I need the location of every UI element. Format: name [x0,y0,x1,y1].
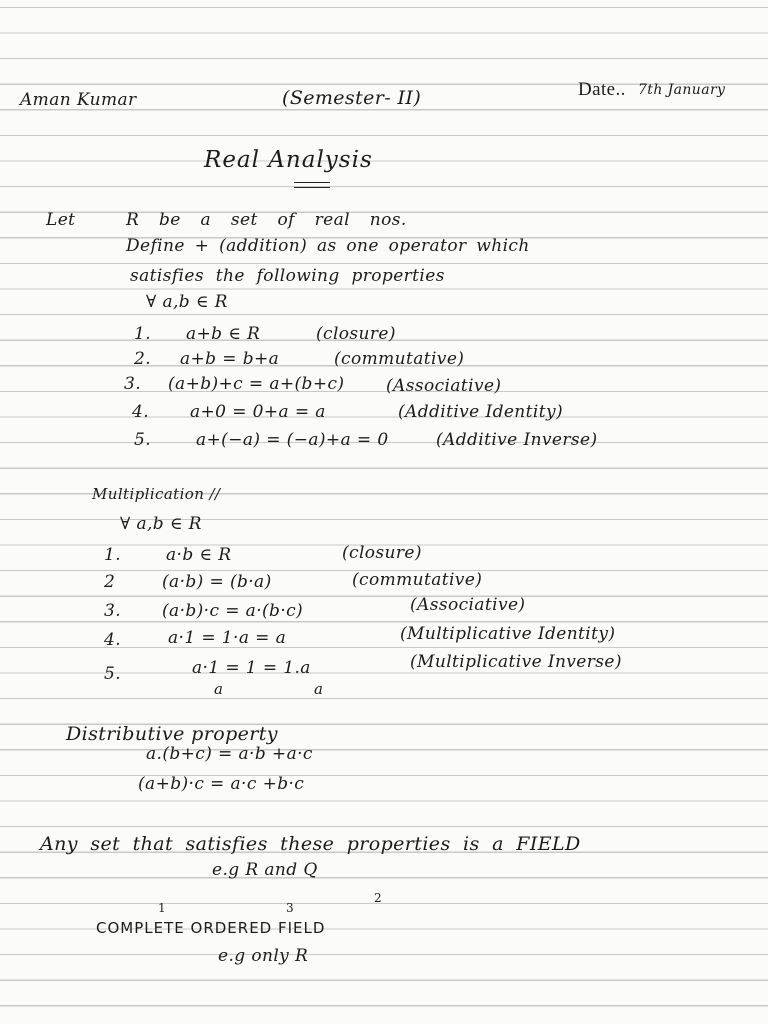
list-item-expression: (a·b) = (b·a) [162,572,272,592]
multiplication-quantifier: ∀ a,b ∈ R [120,514,202,534]
multiplication-heading: Multiplication // [92,485,221,503]
list-item-name: (Associative) [386,376,502,396]
list-item-number: 5. [104,664,122,684]
title-underline-2 [294,187,330,188]
list-item-name: (Associative) [410,595,526,615]
fraction-denominator: a [214,680,223,698]
list-item-number: 4. [132,402,150,422]
list-item-number: 2 [104,572,116,592]
list-item-expression: a+(−a) = (−a)+a = 0 [196,430,389,450]
distributive-line1: a.(b+c) = a·b +a·c [146,744,313,764]
list-item-name: (Multiplicative Identity) [400,624,616,644]
list-item-expression: (a·b)·c = a·(b·c) [162,601,304,621]
intro-line3: satisfies the following properties [130,266,445,286]
list-item-expression: a·1 = 1·a = a [168,628,287,648]
intro-quantifier: ∀ a,b ∈ R [146,292,228,312]
list-item-name: (closure) [342,543,422,563]
author-name: Aman Kumar [20,90,137,110]
field-example: e.g R and Q [212,860,318,880]
list-item-expression: a·1 = 1 = 1.a [192,658,311,678]
superscript-mark: 3 [286,901,295,915]
intro-line2: Define + (addition) as one operator which [126,236,530,256]
distributive-line2: (a+b)·c = a·c +b·c [138,774,305,794]
list-item-number: 2. [134,349,152,369]
list-item-name: (commutative) [352,570,483,590]
fraction-denominator: a [314,680,323,698]
list-item-number: 5. [134,430,152,450]
intro-line1: R be a set of real nos. [126,210,407,230]
list-item-name: (closure) [316,324,396,344]
list-item-number: 3. [124,374,142,394]
intro-lead: Let [46,210,76,230]
superscript-mark: 1 [158,901,167,915]
list-item-expression: a+b ∈ R [186,324,261,344]
list-item-name: (Additive Inverse) [436,430,598,450]
list-item-expression: a+0 = 0+a = a [190,402,326,422]
complete-example: e.g only R [218,946,309,966]
list-item-name: (Multiplicative Inverse) [410,652,622,672]
list-item-expression: a+b = b+a [180,349,280,369]
distributive-heading: Distributive property [66,723,278,745]
date-value: 7th January [638,82,726,98]
list-item-name: (Additive Identity) [398,402,563,422]
list-item-number: 1. [134,324,152,344]
title-underline [294,182,330,183]
superscript-mark: 2 [374,891,383,905]
field-statement: Any set that satisfies these properties is a FIELD [40,833,581,855]
list-item-number: 3. [104,601,122,621]
date-label: Date.. [578,79,626,100]
complete-ordered-field: COMPLETE ORDERED FIELD [96,919,326,937]
semester-label: (Semester- II) [282,87,422,109]
list-item-number: 1. [104,545,122,565]
list-item-expression: (a+b)+c = a+(b+c) [168,374,345,394]
list-item-name: (commutative) [334,349,465,369]
page-title: Real Analysis [204,147,373,173]
list-item-expression: a·b ∈ R [166,545,232,565]
list-item-number: 4. [104,630,122,650]
